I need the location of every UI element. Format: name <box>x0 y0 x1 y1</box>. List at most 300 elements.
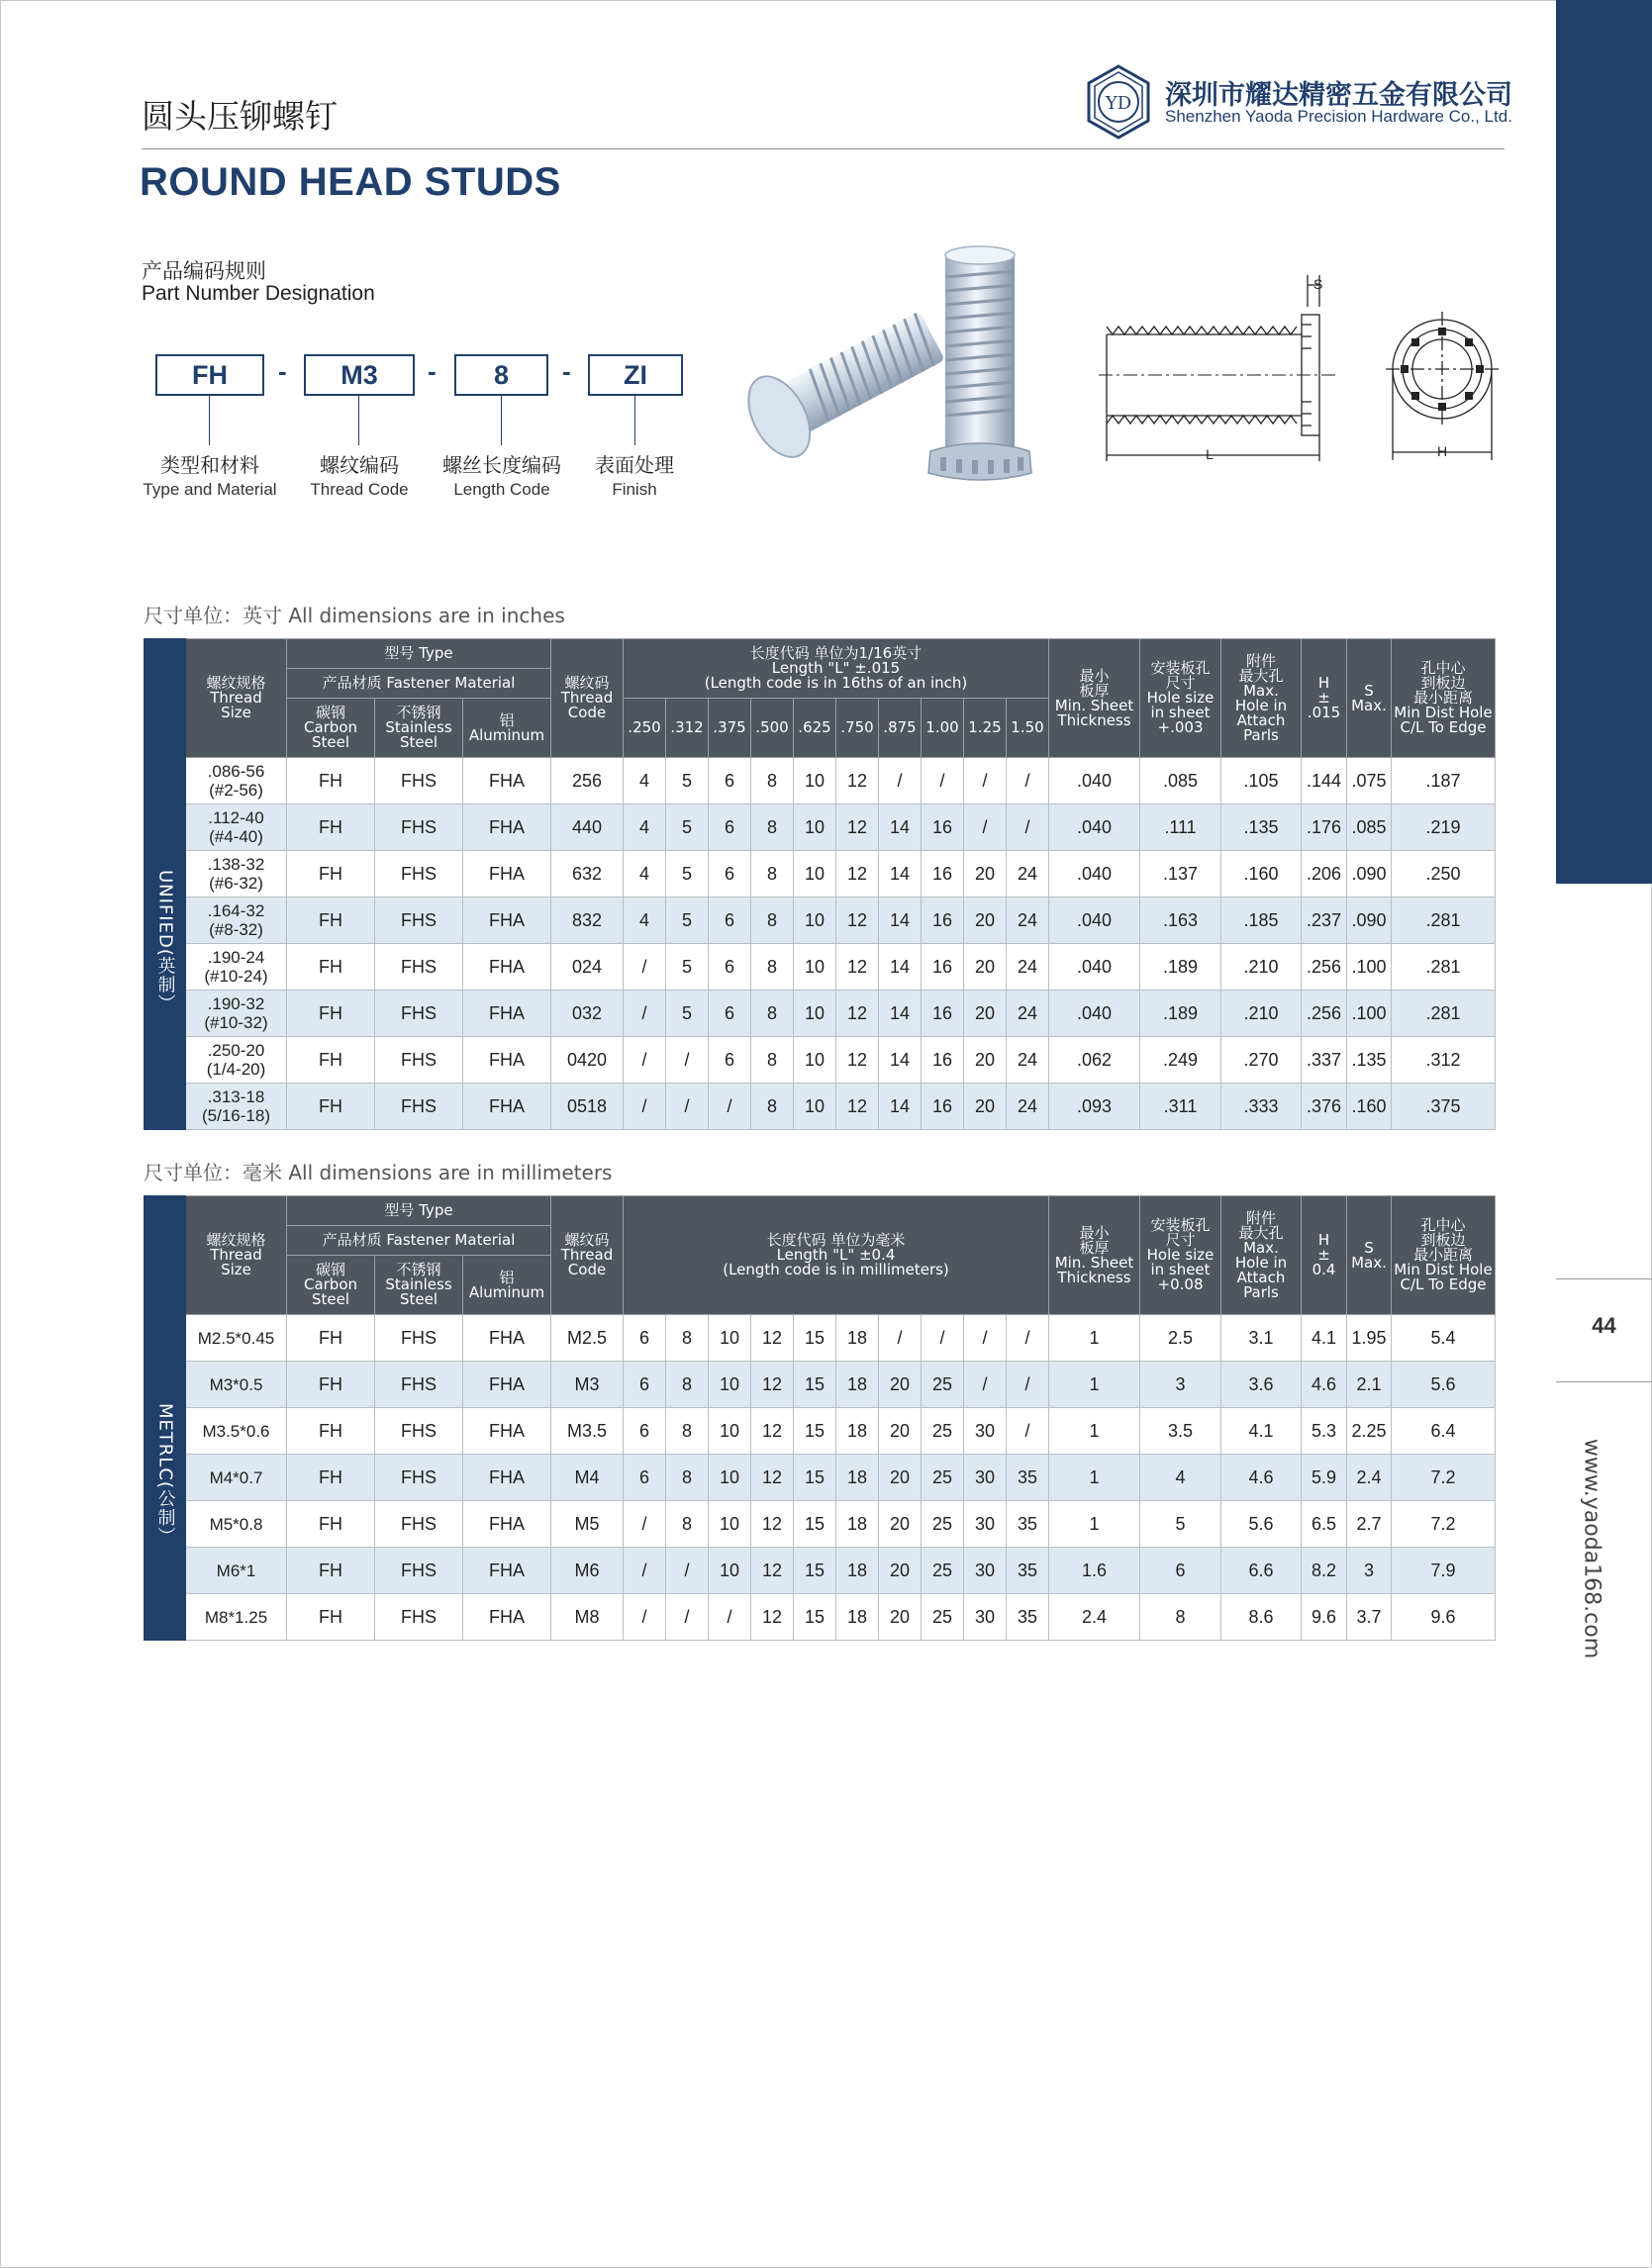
company-name-cn: 深圳市耀达精密五金有限公司 <box>1165 80 1512 111</box>
cell-thread-code: M8 <box>551 1594 624 1641</box>
cell-length: / <box>922 758 964 804</box>
cell-length: 10 <box>794 758 836 804</box>
header-type: 型号 Type <box>287 639 551 669</box>
cell-length: 10 <box>709 1362 751 1408</box>
cell-length: 16 <box>922 944 964 991</box>
cell-length: / <box>879 758 922 804</box>
cell-length: 15 <box>794 1362 836 1408</box>
cell-stainless-steel: FHS <box>375 758 463 804</box>
cell-min-sheet: .040 <box>1049 804 1140 851</box>
cell-s-max: .090 <box>1347 851 1392 898</box>
header-thread-code: 螺纹码 Thread Code <box>551 1196 624 1315</box>
cell-max-hole: .333 <box>1221 1084 1302 1130</box>
header-aluminum: 铝 Aluminum <box>463 1256 551 1315</box>
cell-length: 12 <box>751 1594 794 1641</box>
cell-length: 4 <box>624 758 666 804</box>
header-material: 产品材质 Fastener Material <box>287 1226 551 1256</box>
cell-length: / <box>964 1315 1007 1362</box>
cell-length: 25 <box>922 1455 964 1501</box>
cell-thread-code: 024 <box>551 944 624 991</box>
svg-text:YD: YD <box>1105 93 1132 114</box>
cell-length: / <box>624 1501 666 1548</box>
metric-spec-table <box>144 1195 1496 1641</box>
cell-length: / <box>964 758 1007 804</box>
cell-aluminum: FHA <box>463 1362 551 1408</box>
cell-length: 20 <box>964 991 1007 1037</box>
cell-thread-size: .313-18 (5/16-18) <box>186 1084 287 1130</box>
cell-max-hole: 4.6 <box>1221 1455 1302 1501</box>
cell-length: 8 <box>666 1455 709 1501</box>
cell-min-sheet: 1 <box>1049 1315 1140 1362</box>
unified-spec-table <box>144 638 1496 1130</box>
cell-length: 14 <box>879 804 922 851</box>
cell-min-dist: 7.9 <box>1392 1548 1496 1594</box>
cell-max-hole: .270 <box>1221 1037 1302 1084</box>
cell-stainless-steel: FHS <box>375 1037 463 1084</box>
cell-length: 24 <box>1007 851 1049 898</box>
header-thread-size: 螺纹规格 Thread Size <box>186 639 287 758</box>
cell-min-sheet: 1.6 <box>1049 1548 1140 1594</box>
cell-h: 9.6 <box>1302 1594 1347 1641</box>
cell-min-dist: 5.6 <box>1392 1362 1496 1408</box>
cell-thread-code: M2.5 <box>551 1315 624 1362</box>
cell-length: 8 <box>666 1501 709 1548</box>
cell-carbon-steel: FH <box>287 1594 375 1641</box>
code-dash: - <box>428 356 437 386</box>
cell-aluminum: FHA <box>463 1408 551 1455</box>
cell-hole-size: .249 <box>1140 1037 1221 1084</box>
table-row <box>145 1037 1496 1084</box>
cell-max-hole: .135 <box>1221 804 1302 851</box>
cell-length: / <box>624 944 666 991</box>
cell-stainless-steel: FHS <box>375 1455 463 1501</box>
cell-min-sheet: .040 <box>1049 758 1140 804</box>
cell-length: 12 <box>751 1408 794 1455</box>
cell-length: 10 <box>794 1037 836 1084</box>
cell-length: 6 <box>709 758 751 804</box>
cell-carbon-steel: FH <box>287 1315 375 1362</box>
cell-s-max: 2.1 <box>1347 1362 1392 1408</box>
cell-length: 5 <box>666 898 709 944</box>
cell-length: 20 <box>879 1594 922 1641</box>
header-aluminum: 铝 Aluminum <box>463 699 551 758</box>
cell-h: 4.6 <box>1302 1362 1347 1408</box>
cell-length: 6 <box>624 1455 666 1501</box>
cell-min-sheet: .040 <box>1049 851 1140 898</box>
cell-length: 18 <box>836 1315 879 1362</box>
cell-length: 16 <box>922 851 964 898</box>
cell-min-dist: 7.2 <box>1392 1455 1496 1501</box>
cell-length: 10 <box>794 944 836 991</box>
header-stainless-steel: 不锈钢 Stainless Steel <box>375 1256 463 1315</box>
cell-max-hole: .210 <box>1221 944 1302 991</box>
cell-hole-size: .111 <box>1140 804 1221 851</box>
header-h: H ± 0.4 <box>1302 1196 1347 1315</box>
cell-s-max: .100 <box>1347 944 1392 991</box>
cell-length: 16 <box>922 898 964 944</box>
cell-length: 8 <box>666 1362 709 1408</box>
cell-stainless-steel: FHS <box>375 944 463 991</box>
header-h: H ± .015 <box>1302 639 1347 758</box>
cell-carbon-steel: FH <box>287 1362 375 1408</box>
cell-carbon-steel: FH <box>287 851 375 898</box>
cell-stainless-steel: FHS <box>375 1315 463 1362</box>
cell-min-sheet: .093 <box>1049 1084 1140 1130</box>
cell-thread-code: 0420 <box>551 1037 624 1084</box>
table-row <box>145 898 1496 944</box>
cell-length: 12 <box>836 898 879 944</box>
cell-s-max: 3 <box>1347 1548 1392 1594</box>
cell-min-dist: .250 <box>1392 851 1496 898</box>
table-row <box>145 1315 1496 1362</box>
cell-min-sheet: .062 <box>1049 1037 1140 1084</box>
cell-aluminum: FHA <box>463 944 551 991</box>
cell-h: 5.3 <box>1302 1408 1347 1455</box>
cell-length: 6 <box>709 851 751 898</box>
cell-length: 12 <box>836 944 879 991</box>
cell-stainless-steel: FHS <box>375 1594 463 1641</box>
cell-length: 8 <box>751 991 794 1037</box>
end-view-drawing <box>1381 292 1509 465</box>
website-url[interactable]: www.yaoda168.com <box>1579 1438 1604 1659</box>
table-row <box>145 1408 1496 1455</box>
cell-length: / <box>666 1594 709 1641</box>
side-view-drawing <box>1099 267 1346 465</box>
designation-title-en: Part Number Designation <box>142 282 375 305</box>
code-box-thread: M3 <box>304 354 415 396</box>
table-row <box>145 758 1496 804</box>
page-title-cn: 圆头压铆螺钉 <box>142 97 338 136</box>
cell-max-hole: 6.6 <box>1221 1548 1302 1594</box>
code-stem <box>358 396 359 445</box>
cell-length: 15 <box>794 1315 836 1362</box>
cell-aluminum: FHA <box>463 1037 551 1084</box>
cell-carbon-steel: FH <box>287 758 375 804</box>
svg-text:L: L <box>1206 446 1214 462</box>
svg-text:S: S <box>1313 276 1323 292</box>
cell-min-sheet: 1 <box>1049 1501 1140 1548</box>
cell-stainless-steel: FHS <box>375 898 463 944</box>
cell-length: 18 <box>836 1362 879 1408</box>
cell-s-max: .100 <box>1347 991 1392 1037</box>
cell-length: 18 <box>836 1594 879 1641</box>
cell-length: 20 <box>879 1408 922 1455</box>
cell-length: 15 <box>794 1548 836 1594</box>
cell-length: 20 <box>879 1455 922 1501</box>
cell-length: 6 <box>624 1315 666 1362</box>
cell-length: 12 <box>751 1501 794 1548</box>
cell-length: 6 <box>709 804 751 851</box>
cell-thread-code: 632 <box>551 851 624 898</box>
cell-s-max: 2.25 <box>1347 1408 1392 1455</box>
code-box-finish: ZI <box>588 354 683 396</box>
cell-thread-size: M3*0.5 <box>186 1362 287 1408</box>
cell-length: 12 <box>836 1037 879 1084</box>
length-code-header: .875 <box>879 699 922 758</box>
cell-hole-size: .163 <box>1140 898 1221 944</box>
cell-carbon-steel: FH <box>287 1408 375 1455</box>
cell-length: 10 <box>794 851 836 898</box>
cell-thread-size: M8*1.25 <box>186 1594 287 1641</box>
header-rule <box>142 148 1505 149</box>
cell-min-sheet: 1 <box>1049 1455 1140 1501</box>
table-row <box>145 1594 1496 1641</box>
cell-length: 6 <box>709 1037 751 1084</box>
cell-min-dist: .312 <box>1392 1037 1496 1084</box>
cell-length: 12 <box>751 1455 794 1501</box>
cell-length: 20 <box>879 1362 922 1408</box>
cell-aluminum: FHA <box>463 1501 551 1548</box>
length-code-header: .625 <box>794 699 836 758</box>
unit-caption-millimeters: 尺寸单位：毫米 All dimensions are in millimeters <box>144 1161 613 1184</box>
cell-length: 10 <box>794 1084 836 1130</box>
cell-length: 6 <box>709 944 751 991</box>
cell-length: / <box>879 1315 922 1362</box>
cell-min-dist: .375 <box>1392 1084 1496 1130</box>
cell-thread-code: M3.5 <box>551 1408 624 1455</box>
length-code-header: .250 <box>624 699 666 758</box>
length-code-header: 1.50 <box>1007 699 1049 758</box>
cell-length: 12 <box>836 1084 879 1130</box>
cell-max-hole: 8.6 <box>1221 1594 1302 1641</box>
table-row <box>145 1362 1496 1408</box>
cell-length: / <box>1007 758 1049 804</box>
cell-length: 25 <box>922 1548 964 1594</box>
cell-thread-size: M6*1 <box>186 1548 287 1594</box>
cell-hole-size: 4 <box>1140 1455 1221 1501</box>
cell-length: / <box>624 1594 666 1641</box>
table-row <box>145 991 1496 1037</box>
cell-h: .337 <box>1302 1037 1347 1084</box>
corner-cell <box>145 639 186 758</box>
page-number: 44 <box>1592 1313 1616 1338</box>
cell-length: 10 <box>794 898 836 944</box>
table-row <box>145 1084 1496 1130</box>
designation-title-cn: 产品编码规则 <box>142 259 266 283</box>
cell-h: .206 <box>1302 851 1347 898</box>
cell-length: 8 <box>666 1315 709 1362</box>
cell-length: 18 <box>836 1501 879 1548</box>
cell-h: 4.1 <box>1302 1315 1347 1362</box>
cell-length: 14 <box>879 851 922 898</box>
cell-length: 30 <box>964 1548 1007 1594</box>
code-dash: - <box>562 356 571 386</box>
cell-min-sheet: .040 <box>1049 898 1140 944</box>
cell-s-max: .085 <box>1347 804 1392 851</box>
header-type: 型号 Type <box>287 1196 551 1226</box>
cell-stainless-steel: FHS <box>375 1362 463 1408</box>
cell-hole-size: 5 <box>1140 1501 1221 1548</box>
code-dash: - <box>278 356 287 386</box>
page-title-en: ROUND HEAD STUDS <box>140 160 561 204</box>
table-row <box>145 1455 1496 1501</box>
cell-length: 5 <box>666 758 709 804</box>
header-s-max: S Max. <box>1347 1196 1392 1315</box>
cell-length: 25 <box>922 1408 964 1455</box>
cell-length: 14 <box>879 898 922 944</box>
cell-stainless-steel: FHS <box>375 1408 463 1455</box>
cell-thread-code: M4 <box>551 1455 624 1501</box>
cell-thread-code: M6 <box>551 1548 624 1594</box>
cell-hole-size: 8 <box>1140 1594 1221 1641</box>
header-s-max: S Max. <box>1347 639 1392 758</box>
cell-thread-size: M3.5*0.6 <box>186 1408 287 1455</box>
cell-hole-size: .137 <box>1140 851 1221 898</box>
code-stem <box>634 396 635 445</box>
cell-min-sheet: 1 <box>1049 1362 1140 1408</box>
cell-length: / <box>624 1037 666 1084</box>
system-side-label: UNIFIED(英制） <box>145 758 186 1130</box>
header-carbon-steel: 碳钢 Carbon Steel <box>287 699 375 758</box>
cell-length: 12 <box>751 1548 794 1594</box>
cell-length: 15 <box>794 1594 836 1641</box>
cell-length: / <box>922 1315 964 1362</box>
product-photo <box>723 237 1049 495</box>
cell-min-sheet: 2.4 <box>1049 1594 1140 1641</box>
cell-length: 30 <box>964 1501 1007 1548</box>
cell-aluminum: FHA <box>463 1084 551 1130</box>
cell-hole-size: 6 <box>1140 1548 1221 1594</box>
cell-thread-code: M3 <box>551 1362 624 1408</box>
header-min-dist: 孔中心 到板边 最小距离 Min Dist Hole C/L To Edge <box>1392 1196 1496 1315</box>
header-thread-size: 螺纹规格 Thread Size <box>186 1196 287 1315</box>
cell-length: 20 <box>879 1548 922 1594</box>
header-material: 产品材质 Fastener Material <box>287 669 551 699</box>
cell-length: 24 <box>1007 1037 1049 1084</box>
cell-h: .144 <box>1302 758 1347 804</box>
length-code-header: .750 <box>836 699 879 758</box>
cell-h: 5.9 <box>1302 1455 1347 1501</box>
cell-max-hole: 4.1 <box>1221 1408 1302 1455</box>
cell-thread-size: M4*0.7 <box>186 1455 287 1501</box>
cell-length: 8 <box>751 804 794 851</box>
cell-length: 8 <box>751 944 794 991</box>
header-length-code: 长度代码 单位为1/16英寸 Length "L" ±.015 (Length code is in 16ths of an inch) <box>624 639 1049 699</box>
cell-s-max: 2.4 <box>1347 1455 1392 1501</box>
cell-length: 6 <box>709 991 751 1037</box>
cell-h: .237 <box>1302 898 1347 944</box>
cell-length: / <box>1007 1408 1049 1455</box>
cell-length: 12 <box>836 851 879 898</box>
cell-stainless-steel: FHS <box>375 1548 463 1594</box>
cell-length: / <box>709 1594 751 1641</box>
cell-thread-code: 032 <box>551 991 624 1037</box>
cell-length: 18 <box>836 1455 879 1501</box>
cell-thread-code: 0518 <box>551 1084 624 1130</box>
cell-hole-size: .085 <box>1140 758 1221 804</box>
cell-thread-size: .164-32 (#8-32) <box>186 898 287 944</box>
length-code-header: .312 <box>666 699 709 758</box>
cell-h: .376 <box>1302 1084 1347 1130</box>
header-hole-size: 安装板孔 尺寸 Hole size in sheet +0.08 <box>1140 1196 1221 1315</box>
cell-hole-size: 2.5 <box>1140 1315 1221 1362</box>
cell-length: 12 <box>836 758 879 804</box>
cell-min-dist: 5.4 <box>1392 1315 1496 1362</box>
cell-s-max: 1.95 <box>1347 1315 1392 1362</box>
cell-max-hole: .105 <box>1221 758 1302 804</box>
code-label-type: 类型和材料 Type and Material <box>143 453 277 499</box>
cell-length: 10 <box>709 1548 751 1594</box>
side-color-bar <box>1556 0 1652 884</box>
cell-length: 10 <box>709 1455 751 1501</box>
cell-min-sheet: .040 <box>1049 944 1140 991</box>
cell-stainless-steel: FHS <box>375 1501 463 1548</box>
cell-h: 8.2 <box>1302 1548 1347 1594</box>
cell-length: 10 <box>709 1408 751 1455</box>
table-row <box>145 1548 1496 1594</box>
cell-length: 18 <box>836 1548 879 1594</box>
cell-length: / <box>666 1037 709 1084</box>
cell-aluminum: FHA <box>463 1594 551 1641</box>
cell-length: 25 <box>922 1501 964 1548</box>
cell-length: 5 <box>666 851 709 898</box>
cell-length: 10 <box>794 991 836 1037</box>
cell-min-dist: .281 <box>1392 898 1496 944</box>
cell-length: / <box>964 804 1007 851</box>
cell-length: 4 <box>624 804 666 851</box>
cell-aluminum: FHA <box>463 898 551 944</box>
cell-length: 12 <box>751 1315 794 1362</box>
table-row <box>145 851 1496 898</box>
system-side-label: METRLC(公制） <box>145 1315 186 1641</box>
header-max-hole: 附件 最大孔 Max. Hole in Attach Parls <box>1221 639 1302 758</box>
cell-length: 16 <box>922 1084 964 1130</box>
code-stem <box>209 396 210 445</box>
cell-aluminum: FHA <box>463 851 551 898</box>
cell-aluminum: FHA <box>463 1548 551 1594</box>
cell-min-dist: 9.6 <box>1392 1594 1496 1641</box>
cell-length: 16 <box>922 1037 964 1084</box>
cell-length: 8 <box>751 1084 794 1130</box>
cell-thread-size: .138-32 (#6-32) <box>186 851 287 898</box>
cell-length: 5 <box>666 991 709 1037</box>
cell-hole-size: 3.5 <box>1140 1408 1221 1455</box>
cell-length: 5 <box>666 804 709 851</box>
cell-min-dist: 7.2 <box>1392 1501 1496 1548</box>
cell-length: 8 <box>751 758 794 804</box>
cell-thread-code: 440 <box>551 804 624 851</box>
cell-carbon-steel: FH <box>287 898 375 944</box>
cell-length: 14 <box>879 991 922 1037</box>
cell-s-max: .075 <box>1347 758 1392 804</box>
cell-min-dist: .187 <box>1392 758 1496 804</box>
cell-s-max: .160 <box>1347 1084 1392 1130</box>
cell-length: 35 <box>1007 1501 1049 1548</box>
cell-thread-size: .250-20 (1/4-20) <box>186 1037 287 1084</box>
cell-length: 8 <box>751 898 794 944</box>
cell-length: 35 <box>1007 1455 1049 1501</box>
cell-hole-size: 3 <box>1140 1362 1221 1408</box>
code-box-type: FH <box>155 354 264 396</box>
cell-length: 14 <box>879 944 922 991</box>
cell-length: 10 <box>709 1501 751 1548</box>
cell-thread-size: M2.5*0.45 <box>186 1315 287 1362</box>
cell-length: 35 <box>1007 1594 1049 1641</box>
cell-min-sheet: .040 <box>1049 991 1140 1037</box>
cell-hole-size: .311 <box>1140 1084 1221 1130</box>
cell-length: 16 <box>922 991 964 1037</box>
cell-max-hole: .160 <box>1221 851 1302 898</box>
cell-h: .256 <box>1302 991 1347 1037</box>
cell-min-dist: .281 <box>1392 991 1496 1037</box>
cell-length: / <box>624 991 666 1037</box>
side-divider-bottom <box>1556 1381 1652 1382</box>
cell-min-dist: .219 <box>1392 804 1496 851</box>
cell-length: 6 <box>709 898 751 944</box>
cell-length: 5 <box>666 944 709 991</box>
cell-length: 14 <box>879 1084 922 1130</box>
cell-min-dist: 6.4 <box>1392 1408 1496 1455</box>
